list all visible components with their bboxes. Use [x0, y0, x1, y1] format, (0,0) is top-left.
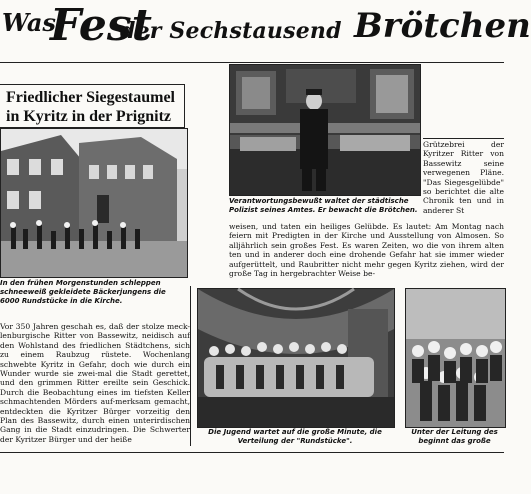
headline: [0, 0, 531, 62]
article-body-middle-paragraph: weisen, und taten ein heiliges Gelübde. Es lautet: Am Montag nach feiern mit Predigten in der Kirche und Ausstellung von Almosen. So alljährlich sein großes Fest. Es waren Zeiten, wo die von ihrem alten ten und in anderer doch eine drohende Gefahr hat sie immer wieder aufgerüttelt, und Raubritter nicht mehr gegen Kyritz ziehen, wird der große Tag in hergebrachter Weise be-: [229, 222, 504, 279]
article-body-middle: [229, 222, 504, 282]
policeman-photo: [229, 64, 421, 196]
article-body-right: [423, 140, 504, 215]
article-title-box: Friedlicher Siegestaumel in Kyritz in der Prignitz: [0, 84, 185, 128]
crowd-caption: Unter der Leitung des beginnt das große: [411, 428, 498, 445]
article-body-right-paragraph: Grützebrei der Kyritzer Ritter von Bassewitz seine verwegenen Pläne. "Das Siegesgelübde" so berichtet die alte Chronik ten und in anderer St: [423, 140, 504, 215]
headline-part-4: Brötchen: [354, 6, 531, 46]
headline-rule: [0, 62, 504, 63]
crowd-photo: [405, 288, 506, 428]
church-gallery-photo: [197, 288, 395, 428]
article-body-left: [0, 322, 190, 442]
article-body-left-paragraph: Vor 350 Jahren geschah es, daß der stolze meck-lenburgische Ritter von Bassewitz, neidisch auf den Wohlstand des friedlichen Städtchens, sich zu einem Raubzug rüstete. Wochenlang schwebte Kyritz in Gefahr, doch wie durch ein Wunder wurde sie zwei-mal die Stadt gerettet, und den grimmen Ritter ereilte sein Geschick. Durch die Beobachtung eines im tiefsten Keller schmachtenden Mörders auf-merksam gemacht, entdeckten die Kyritzer Bürger vorzeitig den Plan des Bassewitz, durch einen unterirdischen Gang in die Stadt einzudringen. Die Schwerter der Kyritzer Bürger und der heiße: [0, 322, 190, 444]
policeman-caption: Verantwortungsbewußt waltet der städtische Polizist seines Amtes. Er bewacht die Brötchen.: [229, 197, 418, 214]
church-gallery-caption: Die Jugend wartet auf die große Minute, die Verteilung der "Rundstücke".: [208, 428, 382, 445]
headline-part-1: Was: [2, 8, 56, 37]
column-divider: [190, 286, 191, 446]
right-column-rule: [423, 138, 504, 139]
bottom-rule: [0, 452, 504, 453]
street-scene-photo: [0, 128, 188, 278]
headline-part-3: der Sechstausend: [120, 18, 342, 44]
street-photo-caption: In den frühen Morgenstunden schleppen schneeweiß gekleidete Bäckerjungens die 6000 Rundstücke in die Kirche.: [0, 279, 166, 305]
headline-part-2: Fest: [50, 0, 152, 51]
